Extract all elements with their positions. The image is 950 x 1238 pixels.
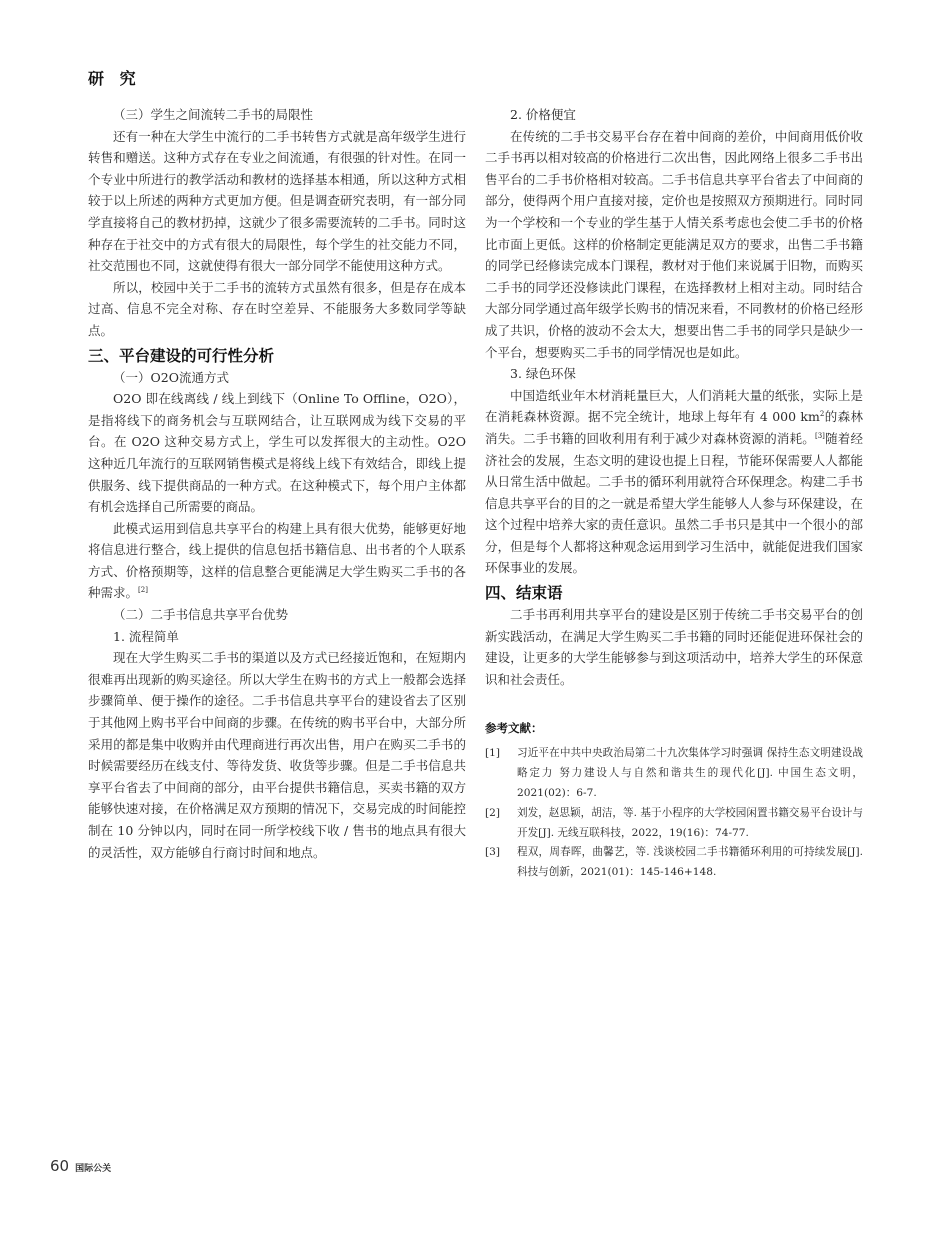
citation: [2] — [138, 586, 148, 595]
references-list — [485, 744, 863, 883]
page-number: 60 — [50, 1157, 70, 1175]
paragraph — [88, 518, 466, 604]
paragraph: 所以，校园中关于二手书的流转方式虽然有很多，但是存在成本过高、信息不完全对称、存在时空差异、不能服务大多数同学等缺点。 — [88, 279, 466, 338]
subsection-heading-o2o: （一）O2O流通方式 — [113, 369, 229, 385]
paragraph-text: 的森林消失。二手书籍的回收利用有利于减少对森林资源的消耗。 — [485, 409, 863, 446]
right-column — [485, 104, 863, 883]
reference-item — [485, 744, 863, 803]
paragraph-text: 此模式运用到信息共享平台的构建上具有很大优势，能够更好地将信息进行整合，线上提供的信息包括书籍信息、出书者的个人联系方式、价格预期等，这样的信息整合更能满足大学生购买二手书的各种需求。 — [88, 520, 466, 601]
journal-name: 国际公关 — [75, 1164, 112, 1174]
superscript: 2 — [819, 410, 825, 419]
paragraph — [485, 385, 863, 579]
subsection-heading-limitations: （三）学生之间流转二手书的局限性 — [113, 107, 314, 122]
paragraph: 二手书再利用共享平台的建设是区别于传统二手书交易平台的创新实践活动，在满足大学生购买二手书籍的同时还能促进环保社会的建设，让更多的大学生能够参与到这项活动中，培养大学生的环保意识和社会责任。 — [485, 607, 863, 687]
paragraph: 还有一种在大学生中流行的二手书转售方式就是高年级学生进行转售和赠送。这种方式存在专业之间流通，有很强的针对性。在同一个专业中所进行的教学活动和教材的选择基本相通，所以这种方式相较于以上所述的两种方式更加方便。但是调查研究表明，有一部分同学直接将自己的教材扔掉，这就少了很多需要流转的二手书。同时这种存在于社交中的方式有很大的局限性，每个学生的社交能力不同，社交范围也不同，这就使得有很大一部分同学不能使用这种方式。 — [88, 128, 466, 274]
item-heading-green: 3. 绿色环保 — [510, 366, 576, 382]
paragraph: 在传统的二手书交易平台存在着中间商的差价，中间商用低价收二手书再以相对较高的价格进行二次出售，因此网络上很多二手书出售平台的二手书价格相对较高。二手书信息共享平台省去了中间商的部分，使得两个用户直接对接，定价也是按照双方预期进行。同时同为一个学校和一个专业的学生基于人情关系考虑也会使二手书的价格比市面上更低。这样的价格制定更能满足双方的要求，出售二手书籍的同学已经修读完成本门课程，教材对于他们来说属于旧物，而购买二手书的同学还没修读此门课程，在选择教材上相对主动。同时结合大部分同学通过高年级学长购书的情况来看，不同教材的价格已经形成了共识，价格的波动不会太大，想要出售二手书的同学只是缺少一个平台，想要购买二手书的同学情况也是如此。 — [485, 128, 863, 360]
citation: [3] — [814, 431, 825, 440]
reference-number: [1] — [485, 747, 501, 760]
item-heading-low-price: 2. 价格便宜 — [510, 107, 576, 122]
left-column — [88, 104, 466, 863]
section-heading-conclusion: 四、结束语 — [485, 584, 563, 603]
reference-item — [485, 804, 863, 844]
page-footer — [50, 1157, 111, 1175]
paragraph-text: 随着经济社会的发展，生态文明的建设也提上日程，节能环保需要人人都能从日常生活中做起。二手书的循环利用就符合环保理念。构建二手书信息共享平台的目的之一就是希望大学生能够人人参与环保建设，在这个过程中培养大家的责任意识。虽然二手书只是其中一个很小的部分，但是每个人都将这种观念运用到学习生活中，就能促进我们国家环保事业的发展。 — [485, 430, 863, 576]
paragraph: 现在大学生购买二手书的渠道以及方式已经接近饱和，在短期内很难再出现新的购买途径。所以大学生在购书的方式上一般都会选择步骤简单、便于操作的途径。二手书信息共享平台的建设省去了区别于其他网上购书平台中间商的步骤。在传统的购书平台中，大部分所采用的都是集中收购并由代理商进行再次出售，用户在购买二手书的时候需要经历在线支付、等待发货、收货等步骤。但是二手书信息共享平台省去了中间商的部分，由平台提供书籍信息，买卖书籍的双方能够快速对接，在价格满足双方预期的情况下，交易完成的时间能控制在 10 分钟以内，同时在同一所学校线下收 / 售书的地点具有很大的灵活性，双方能够自行商讨时间和地点。 — [88, 650, 466, 860]
paragraph: O2O 即在线离线 / 线上到线下（Online To Offline，O2O），是指将线下的商务机会与互联网结合，让互联网成为线下交易的平台。在 O2O 这种交易方式上，学生可以发挥很大的主动性。O2O 这种近几年流行的互联网销售模式是将线上线下有效结合，即线上提供服务、线下提供商品的一种方式。在这种模式下，每个用户主体都有机会选择自己所需要的商品。 — [88, 391, 466, 515]
reference-text: 习近平在中共中央政治局第二十九次集体学习时强调 保持生态文明建设战略定力 努力建设人与自然和谐共生的现代化[J]. 中国生态文明，2021(02)：6-7. — [517, 747, 863, 800]
paragraph-text: 中国造纸业年木材消耗量巨大，人们消耗大量的纸张，实际上是在消耗森林资源。据不完全统计，地球上每年有 4 000 km — [485, 387, 863, 425]
reference-text: 程双，周春晖，曲馨艺，等. 浅谈校园二手书籍循环利用的可持续发展[J]. 科技与创新，2021(01)：145-146+148. — [517, 846, 863, 879]
reference-number: [3] — [485, 846, 501, 859]
section-heading-feasibility: 三、平台建设的可行性分析 — [88, 346, 275, 365]
reference-text: 刘发，赵思颖，胡洁，等. 基于小程序的大学校园闲置书籍交易平台设计与开发[J]. 无线互联科技，2022，19(16)：74-77. — [517, 806, 863, 839]
section-label: 研 究 — [88, 69, 141, 88]
item-heading-simple-process: 1. 流程简单 — [113, 628, 179, 644]
reference-number: [2] — [485, 806, 501, 819]
reference-item — [485, 843, 863, 883]
references-title: 参考文献： — [485, 721, 543, 736]
subsection-heading-advantages: （二）二手书信息共享平台优势 — [113, 607, 289, 623]
